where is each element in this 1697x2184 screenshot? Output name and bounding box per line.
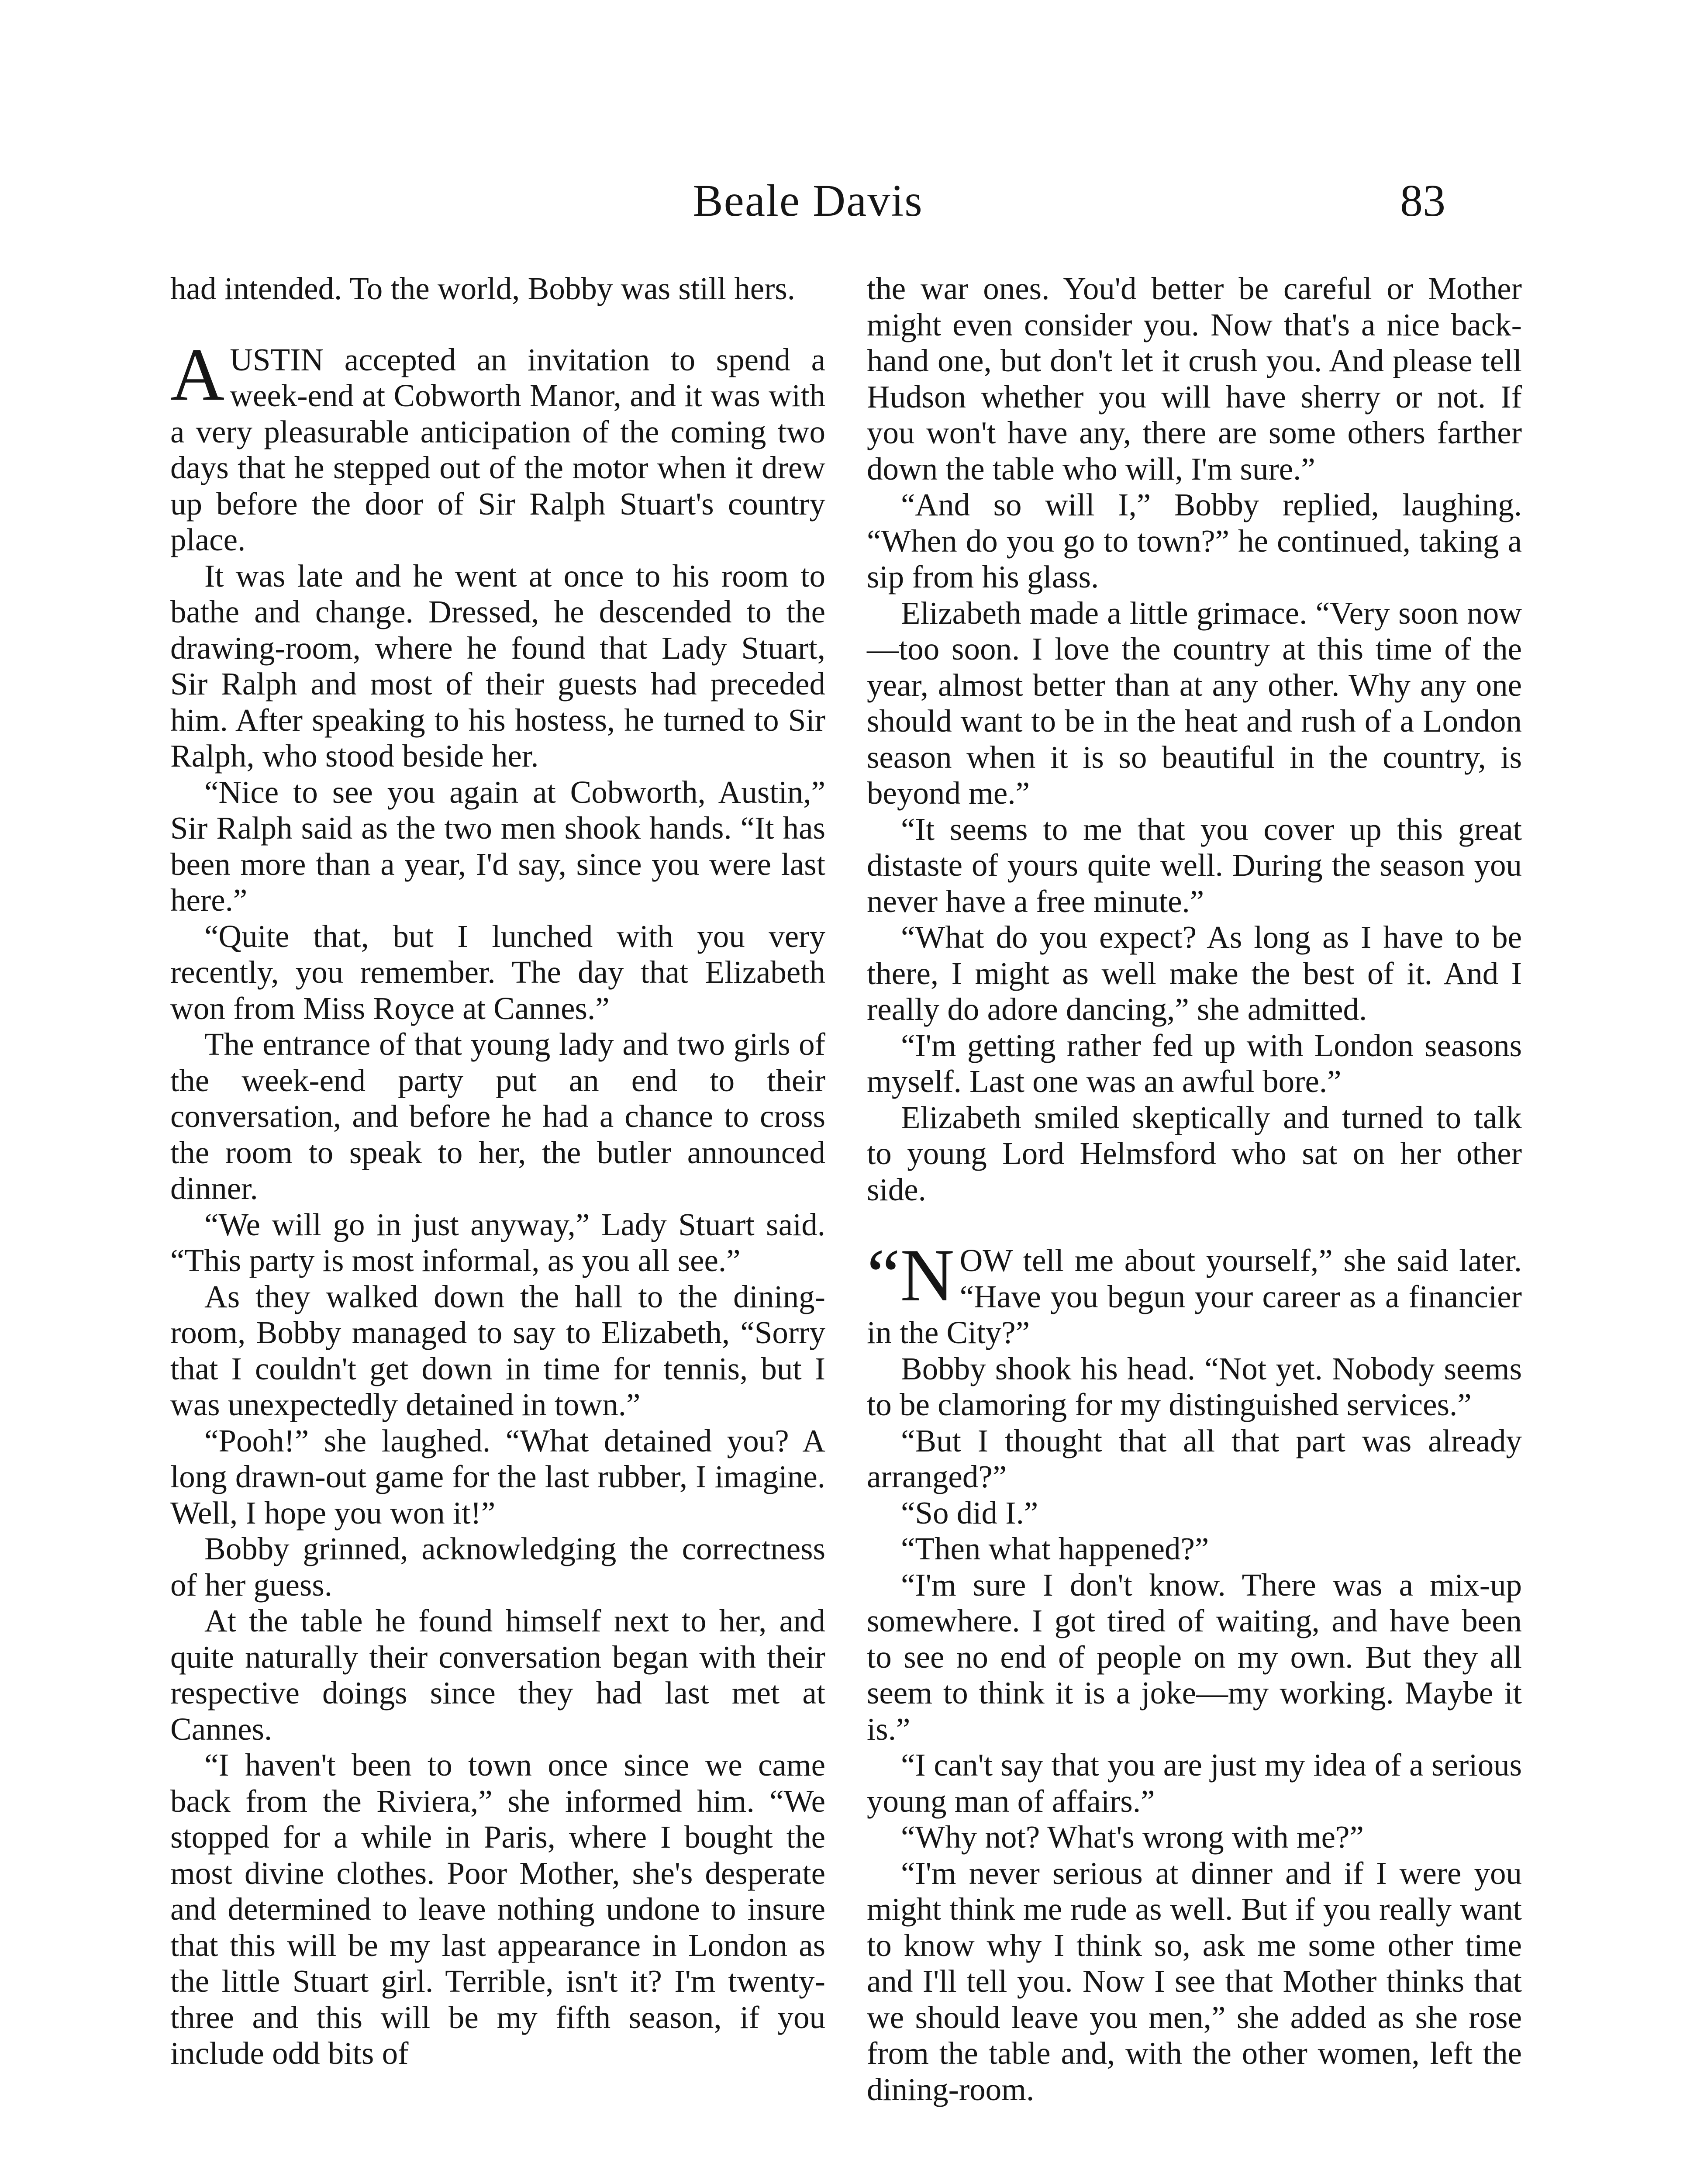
paragraph: “I'm sure I don't know. There was a mix-up somewhere. I got tired of waiting, and have been to see no end of people on my own. But they all seem to think it is a joke—my working. Maybe it is.” (867, 1567, 1522, 1747)
page-number: 83 (1400, 176, 1445, 226)
paragraph: Bobby grinned, acknowledging the correctness of her guess. (170, 1531, 825, 1603)
paragraph: “I'm never serious at dinner and if I were you might think me rude as well. But if you really want to know why I think so, ask me some other time and I'll tell you. Now I see that Mother thinks that we should leave you men,” she added as she rose from the table and, with the other women, left the dining-room. (867, 1855, 1522, 2107)
paragraph: As they walked down the hall to the dining-room, Bobby managed to say to Elizabeth, “Sorry that I couldn't get down in time for tennis, but I was unexpectedly detained in town.” (170, 1279, 825, 1422)
paragraph-text: USTIN accepted an invitation to spend a week-end at Cobworth Manor, and it was with a very pleasurable anticipation of the coming two days that he stepped out of the motor when it drew up before the door of Sir Ralph Stuart's country place. (170, 342, 825, 557)
paragraph: “So did I.” (901, 1495, 1038, 1531)
paragraph: “Nice to see you again at Cobworth, Austin,” Sir Ralph said as the two men shook hands. “It has been more than a year, I'd say, since you were last here.” (170, 774, 825, 918)
paragraph: “I haven't been to town once since we came back from the Riviera,” she informed him. “We stopped for a while in Paris, where I bought the most divine clothes. Poor Mother, she's desperate and determined to leave nothing undone to insure that this will be my last appearance in London as the little Stuart girl. Terrible, isn't it? I'm twenty-three and this will be my fifth season, if you include odd bits of (170, 1747, 825, 2071)
paragraph: “It seems to me that you cover up this great distaste of yours quite well. During the season you never have a free minute.” (867, 811, 1522, 919)
paragraph: “I'm getting rather fed up with London seasons myself. Last one was an awful bore.” (867, 1027, 1522, 1099)
paragraph: “We will go in just anyway,” Lady Stuart said. “This party is most informal, as you all see.” (170, 1206, 825, 1278)
paragraph: It was late and he went at once to his room to bathe and change. Dressed, he descended to the drawing-room, where he found that Lady Stuart, Sir Ralph and most of their guests had preceded him. After speaking to his hostess, he turned to Sir Ralph, who stood beside her. (170, 558, 825, 774)
left-column (170, 271, 825, 2072)
paragraph: had intended. To the world, Bobby was still hers. (170, 271, 796, 306)
section-opening-paragraph (867, 1234, 1522, 1351)
paragraph: At the table he found himself next to her, and quite naturally their conversation began with their respective doings since they had last met at Cannes. (170, 1603, 825, 1747)
drop-cap: “N (867, 1234, 955, 1317)
paragraph: “I can't say that you are just my idea of a serious young man of affairs.” (867, 1747, 1522, 1819)
paragraph: Elizabeth made a little grimace. “Very soon now—too soon. I love the country at this time of the year, almost better than at any other. Why any one should want to be in the heat and rush of a London season when it is so beautiful in the country, is beyond me.” (867, 595, 1522, 811)
paragraph: “But I thought that all that part was already arranged?” (867, 1423, 1522, 1494)
paragraph: Elizabeth smiled skeptically and turned to talk to young Lord Helmsford who sat on her other side. (867, 1099, 1522, 1207)
paragraph: “Why not? What's wrong with me?” (901, 1819, 1364, 1855)
paragraph: “Quite that, but I lunched with you very recently, you remember. The day that Elizabeth won from Miss Royce at Cannes.” (170, 918, 825, 1026)
paragraph: Bobby shook his head. “Not yet. Nobody seems to be clamoring for my distinguished services.” (867, 1351, 1522, 1422)
page-header (170, 175, 1445, 236)
paragraph: the war ones. You'd better be careful or Mother might even consider you. Now that's a nice back-hand one, but don't let it crush you. And please tell Hudson whether you will have sherry or not. If you won't have any, there are some others farther down the table who will, I'm sure.” (867, 271, 1522, 487)
paragraph: “Then what happened?” (901, 1531, 1209, 1566)
section-opening-paragraph (170, 333, 825, 558)
paragraph: The entrance of that young lady and two girls of the week-end party put an end to their conversation, and before he had a chance to cross the room to speak to her, the butler announced dinner. (170, 1026, 825, 1206)
paragraph: “And so will I,” Bobby replied, laughing. “When do you go to town?” he continued, taking a sip from his glass. (867, 487, 1522, 594)
drop-cap: A (170, 333, 225, 416)
running-title: Beale Davis (693, 176, 923, 226)
paragraph: “What do you expect? As long as I have to be there, I might as well make the best of it. And I really do adore dancing,” she admitted. (867, 919, 1522, 1027)
paragraph-text: OW tell me about yourself,” she said later. “Have you begun your career as a financier in the City?” (867, 1243, 1522, 1350)
right-column (867, 271, 1522, 2108)
paragraph: “Pooh!” she laughed. “What detained you? A long drawn-out game for the last rubber, I imagine. Well, I hope you won it!” (170, 1423, 825, 1531)
